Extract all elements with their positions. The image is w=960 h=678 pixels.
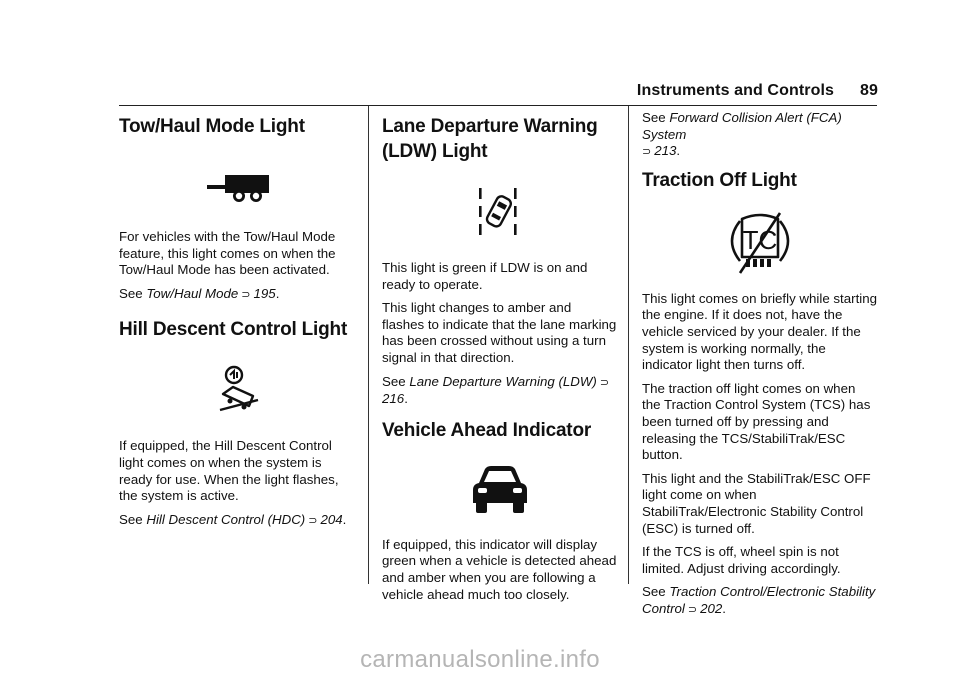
traction-off-see: See Traction Control/Electronic Stability Control ⊃ 202. — [642, 584, 877, 618]
vehicle-ahead-heading: Vehicle Ahead Indicator — [382, 419, 592, 441]
traction-off-description-2: The traction off light comes on when the Traction Control System (TCS) has been turned off by pressing and releasing the TCS/StabiliTrak/ESC button. — [642, 380, 871, 463]
watermark: carmanualsonline.info — [360, 646, 600, 673]
page-ref-icon: ⊃ — [241, 288, 251, 301]
lane-departure-icon — [470, 184, 530, 244]
ldw-page[interactable]: 216 — [382, 391, 405, 407]
hill-descent-page[interactable]: 204 — [320, 511, 343, 527]
fca-link[interactable]: Forward Collision Alert (FCA) System — [642, 110, 842, 142]
hill-descent-icon — [210, 364, 266, 420]
page-ref-icon: ⊃ — [599, 376, 610, 389]
page-number: 89 — [860, 82, 878, 99]
column-1 — [119, 106, 356, 536]
column-2 — [368, 106, 617, 602]
hill-descent-link[interactable]: Hill Descent Control (HDC) — [146, 511, 306, 527]
traction-control-link[interactable]: Traction Control/Electronic Stability Control — [642, 584, 876, 616]
traction-off-icon — [728, 211, 792, 277]
hill-descent-see: See Hill Descent Control (HDC) ⊃ 204. — [119, 512, 356, 530]
tow-haul-link[interactable]: Tow/Haul Mode — [146, 285, 239, 301]
trailer-icon — [203, 169, 273, 209]
page-ref-icon: ⊃ — [687, 603, 698, 616]
traction-icon-text: TC — [742, 224, 777, 255]
traction-off-description-1: This light comes on briefly while starting the engine. If it does not, have the vehicle serviced by your dealer. If the system is working normally, the indicator light then turns off. — [642, 290, 878, 373]
tow-haul-description: For vehicles with the Tow/Haul Mode feature, this light comes on when the Tow/Haul Mode has been activated. — [119, 229, 336, 278]
page-header — [0, 82, 878, 100]
section-title: Instruments and Controls — [636, 82, 834, 99]
tow-haul-page[interactable]: 195 — [253, 285, 276, 301]
ldw-heading: Lane Departure Warning (LDW) Light — [382, 116, 598, 162]
vehicle-ahead-description: If equipped, this indicator will display green when a vehicle is detected ahead and amber when you are following a vehicle ahead much too closely. — [382, 536, 617, 602]
traction-off-description-4: If the TCS is off, wheel spin is not limited. Adjust driving accordingly. — [642, 544, 841, 576]
hill-descent-description: If equipped, the Hill Descent Control light comes on when the system is ready for use. When the light flashes, the system is active. — [119, 438, 339, 504]
tow-haul-see: See Tow/Haul Mode ⊃ 195. — [119, 286, 356, 304]
ldw-link[interactable]: Lane Departure Warning (LDW) — [409, 373, 597, 389]
page-ref-icon: ⊃ — [308, 514, 318, 527]
ldw-description-2: This light changes to amber and flashes to indicate that the lane marking has been crossed without using a turn signal in that direction. — [382, 300, 617, 365]
vehicle-ahead-icon — [465, 463, 535, 519]
hill-descent-heading: Hill Descent Control Light — [119, 319, 348, 341]
column-3 — [628, 106, 878, 616]
page-ref-icon: ⊃ — [642, 146, 652, 159]
traction-off-description-3: This light and the StabiliTrak/ESC OFF light come on when StabiliTrak/Electronic Stability Control (ESC) is turned off. — [642, 470, 871, 536]
fca-see: See Forward Collision Alert (FCA) System ⊃ 213. — [642, 110, 877, 161]
traction-off-heading: Traction Off Light — [642, 169, 797, 191]
ldw-description-1: This light is green if LDW is on and ready to operate. — [382, 260, 588, 292]
tow-haul-heading: Tow/Haul Mode Light — [119, 116, 305, 137]
ldw-see: See Lane Departure Warning (LDW) ⊃216. — [382, 373, 610, 407]
fca-page[interactable]: 213 — [654, 143, 677, 159]
traction-control-page[interactable]: 202 — [700, 600, 723, 616]
